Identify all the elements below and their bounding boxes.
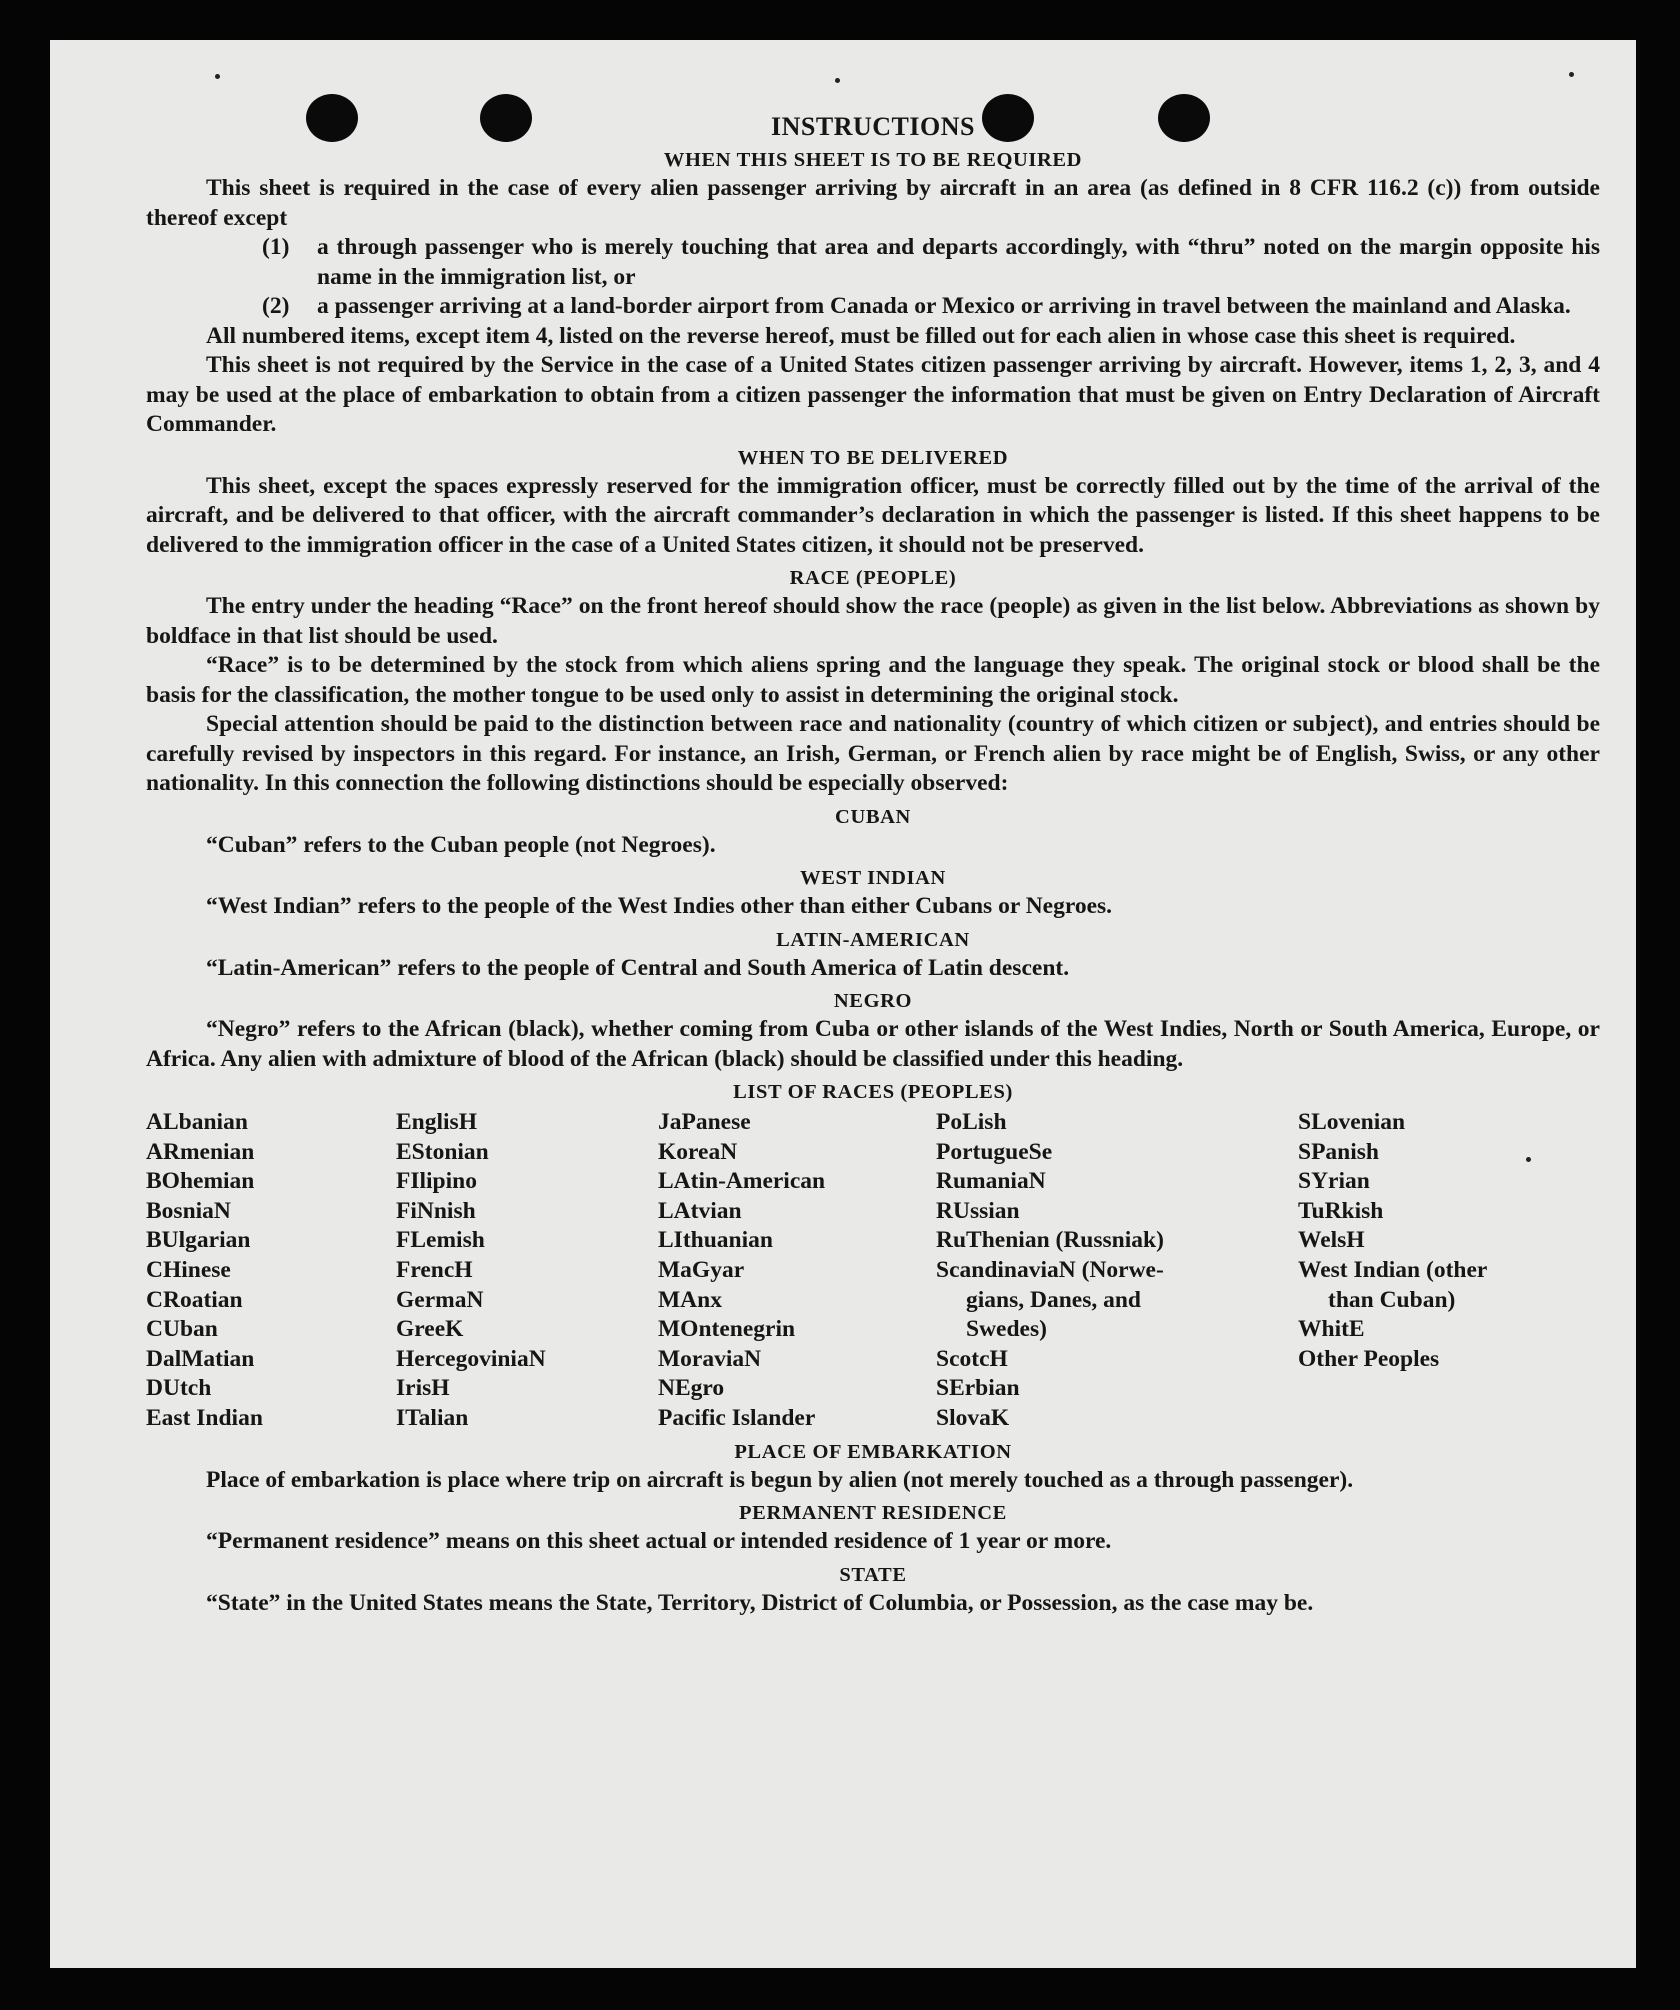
speck xyxy=(835,78,840,83)
race-entry: BOhemian xyxy=(146,1168,255,1195)
speck xyxy=(215,74,220,79)
race-entry: RUssian xyxy=(936,1197,1020,1224)
race-entry: MOntenegrin xyxy=(658,1316,796,1343)
paragraph: “Race” is to be determined by the stock from which aliens spring and the language they speak. The original stock or blood shall be the basis for the classification, the mother tongue to be used only to assist in determining the original stock. xyxy=(146,652,1600,708)
section-heading: STATE xyxy=(839,1563,907,1586)
race-entry: MoraviaN xyxy=(658,1345,762,1372)
race-entry: WelsH xyxy=(1298,1227,1365,1254)
races-column xyxy=(146,1108,396,1434)
exception-item xyxy=(262,292,1600,322)
race-entry: IrisH xyxy=(396,1375,450,1402)
race-entry: RumaniaN xyxy=(936,1168,1046,1195)
instructions-body xyxy=(146,112,1600,1618)
section-heading: PLACE OF EMBARKATION xyxy=(734,1440,1012,1463)
paragraph: This sheet is not required by the Service in the case of a United States citizen passenger arriving by aircraft. However, items 1, 2, 3, and 4 may be used at the place of embarkation to obtain from a citizen passenger the information that must be given on Entry Declaration of Aircraft Commander. xyxy=(146,352,1600,437)
item-number: (1) xyxy=(262,234,290,260)
race-entry: Pacific Islander xyxy=(658,1404,816,1431)
document-sheet xyxy=(50,40,1636,1968)
item-text: a passenger arriving at a land-border airport from Canada or Mexico or arriving in travel between the mainland and Alaska. xyxy=(317,293,1571,319)
race-entry-continued: gians, Danes, and xyxy=(966,1286,1141,1313)
race-entry: PortugueSe xyxy=(936,1138,1053,1165)
race-entry: JaPanese xyxy=(658,1109,751,1135)
race-entry: FrencH xyxy=(396,1256,473,1283)
race-entry: CHinese xyxy=(146,1256,231,1283)
section-heading: PERMANENT RESIDENCE xyxy=(739,1502,1007,1525)
definition-heading: NEGRO xyxy=(833,990,913,1012)
race-entry: CRoatian xyxy=(146,1286,243,1313)
races-list xyxy=(146,1108,1600,1434)
race-entry: SYrian xyxy=(1298,1168,1370,1195)
definition-text: “Latin-American” refers to the people of Central and South America of Latin descent. xyxy=(206,954,1070,981)
race-entry: ARmenian xyxy=(146,1138,255,1165)
definition-text: “West Indian” refers to the people of the West Indies other than either Cubans or Negroes. xyxy=(206,893,1113,919)
paragraph: “State” in the United States means the State, Territory, District of Columbia, or Possession, as the case may be. xyxy=(206,1589,1314,1616)
race-entry: FiNnish xyxy=(396,1197,476,1224)
race-entry: GermaN xyxy=(396,1286,484,1313)
definition-heading: LATIN-AMERICAN xyxy=(776,928,970,951)
race-entry: ScandinaviaN (Norwe- xyxy=(936,1256,1164,1283)
race-entry-continued: Swedes) xyxy=(966,1316,1047,1343)
section-heading: WHEN TO BE DELIVERED xyxy=(737,446,1009,469)
race-entry: ALbanian xyxy=(146,1109,248,1135)
race-entry: EnglisH xyxy=(396,1109,477,1135)
race-entry-continued: than Cuban) xyxy=(1328,1286,1456,1313)
race-entry: ScotcH xyxy=(936,1345,1008,1372)
race-entry: MaGyar xyxy=(658,1256,745,1283)
races-column xyxy=(396,1108,658,1434)
speck xyxy=(1569,72,1574,77)
race-entry: ITalian xyxy=(396,1404,469,1431)
item-text: a through passenger who is merely touching that area and departs accordingly, with “thru” noted on the margin opposite his name in the immigration list, or xyxy=(317,234,1600,290)
race-entry: BUlgarian xyxy=(146,1227,251,1254)
paragraph: “Permanent residence” means on this sheet actual or intended residence of 1 year or more. xyxy=(206,1528,1112,1555)
race-entry: SErbian xyxy=(936,1375,1020,1402)
race-entry: WhitE xyxy=(1298,1316,1365,1343)
paragraph: The entry under the heading “Race” on the front hereof should show the race (people) as given in the list below. Abbreviations as shown by boldface in that list should be used. xyxy=(146,593,1600,649)
paragraph: Special attention should be paid to the distinction between race and nationality (country of which citizen or subject), and entries should be carefully revised by inspectors in this regard. For instance, an Irish, German, or French alien by race might be of English, Swiss, or any other nationality. In this connection the following distinctions should be especially observed: xyxy=(146,711,1600,796)
race-entry: DUtch xyxy=(146,1375,212,1402)
race-entry: LIthuanian xyxy=(658,1227,773,1254)
race-entry: MAnx xyxy=(658,1286,722,1313)
race-entry: LAtin-American xyxy=(658,1168,826,1195)
section-heading: RACE (PEOPLE) xyxy=(789,567,957,589)
race-entry: East Indian xyxy=(146,1404,263,1431)
paragraph: All numbered items, except item 4, listed on the reverse hereof, must be filled out for each alien in whose case this sheet is required. xyxy=(206,322,1516,349)
race-entry: GreeK xyxy=(396,1316,464,1343)
race-entry: DalMatian xyxy=(146,1345,255,1372)
page-title: INSTRUCTIONS xyxy=(771,112,975,141)
race-entry: Other Peoples xyxy=(1298,1345,1440,1372)
race-entry: CUban xyxy=(146,1316,218,1343)
paragraph: This sheet, except the spaces expressly reserved for the immigration officer, must be correctly filled out by the time of the arrival of the aircraft, and be delivered to that officer, with the aircraft commander’s declaration in which the passenger is listed. If this sheet happens to be delivered to the immigration officer in the case of a United States citizen, it should not be preserved. xyxy=(146,472,1600,558)
definition-text: “Negro” refers to the African (black), whether coming from Cuba or other islands of the West Indies, North or South America, Europe, or Africa. Any alien with admixture of blood of the African (black) should be classified under this heading. xyxy=(146,1016,1600,1072)
race-entry: PoLish xyxy=(936,1109,1007,1135)
races-column xyxy=(658,1108,936,1434)
definition-heading: WEST INDIAN xyxy=(800,867,946,889)
item-number: (2) xyxy=(262,293,290,319)
race-entry: FIlipino xyxy=(396,1168,477,1195)
race-entry: TuRkish xyxy=(1298,1197,1384,1224)
section-heading: LIST OF RACES (PEOPLES) xyxy=(733,1081,1013,1103)
definition-heading: CUBAN xyxy=(835,805,911,828)
race-entry: SLovenian xyxy=(1298,1109,1406,1135)
race-entry: LAtvian xyxy=(658,1197,742,1224)
definition-text: “Cuban” refers to the Cuban people (not Negroes). xyxy=(206,831,716,858)
races-column xyxy=(936,1108,1298,1434)
race-entry: RuThenian (Russniak) xyxy=(936,1227,1164,1254)
race-entry: KoreaN xyxy=(658,1138,738,1165)
race-entry: FLemish xyxy=(396,1227,485,1254)
section-heading: WHEN THIS SHEET IS TO BE REQUIRED xyxy=(663,149,1083,171)
race-entry: NEgro xyxy=(658,1375,725,1402)
race-entry: SlovaK xyxy=(936,1404,1010,1431)
races-column xyxy=(1298,1108,1598,1434)
race-entry: EStonian xyxy=(396,1138,489,1165)
paragraph: This sheet is required in the case of every alien passenger arriving by aircraft in an area (as defined in 8 CFR 116.2 (c)) from outside thereof except xyxy=(146,175,1600,231)
race-entry: SPanish xyxy=(1298,1138,1379,1165)
exception-item xyxy=(262,233,1600,292)
paragraph: Place of embarkation is place where trip on aircraft is begun by alien (not merely touched as a through passenger). xyxy=(206,1466,1354,1493)
race-entry: West Indian (other xyxy=(1298,1256,1488,1283)
race-entry: BosniaN xyxy=(146,1197,231,1224)
race-entry: HercegoviniaN xyxy=(396,1345,546,1372)
